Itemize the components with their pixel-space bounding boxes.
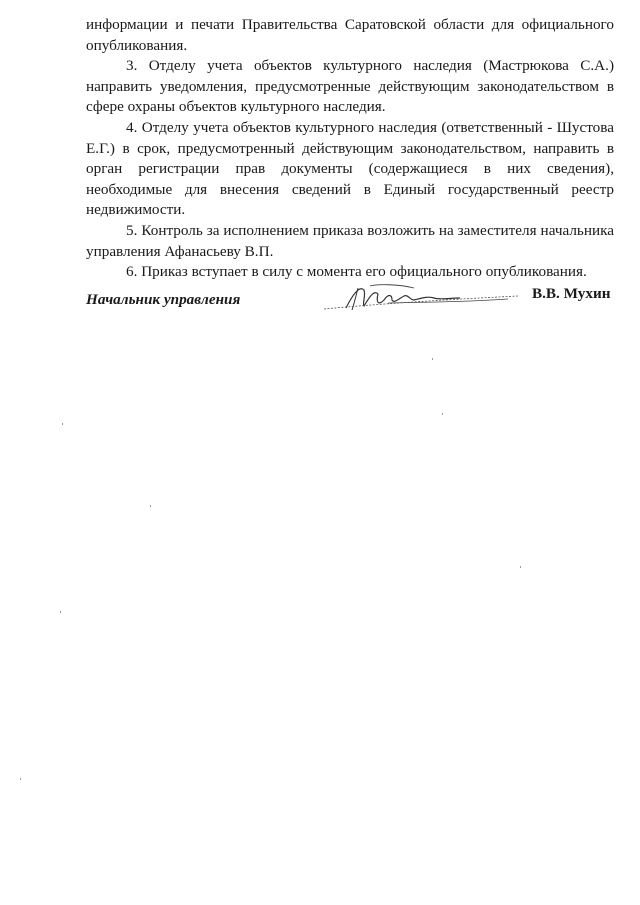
signatory-name: В.В. Мухин [532, 285, 611, 302]
scan-speck [432, 358, 433, 360]
paragraph-item-5: 5. Контроль за исполнением приказа возложить на заместителя начальника управления Афанасьеву В.П. [86, 221, 614, 260]
document-body [86, 15, 614, 283]
scan-speck [20, 778, 21, 780]
paragraph-item-4: 4. Отделу учета объектов культурного наследия (ответственный - Шустова Е.Г.) в срок, предусмотренный действующим законодательством, направить в орган регистрации прав документы (содержащиеся в них сведения), необходимые для внесения сведений в Единый государственный реестр недвижимости. [86, 118, 614, 219]
paragraph-item-3: 3. Отделу учета объектов культурного наследия (Мастрюкова С.А.) направить уведомления, предусмотренные действующим законодательством в сфере охраны объектов культурного наследия. [86, 57, 614, 116]
scan-speck [442, 413, 443, 415]
scan-speck [60, 611, 61, 613]
signatory-title: Начальник управления [86, 291, 241, 308]
paragraph-continuation: информации и печати Правительства Саратовской области для официального опубликования. [86, 16, 614, 54]
paragraph-item-6: 6. Приказ вступает в силу с момента его официального опубликования. [126, 263, 587, 281]
handwritten-signature-icon [318, 282, 528, 314]
scan-speck [150, 505, 151, 507]
scan-speck [62, 423, 63, 425]
signature-block [0, 282, 640, 322]
scan-speck [520, 566, 521, 568]
